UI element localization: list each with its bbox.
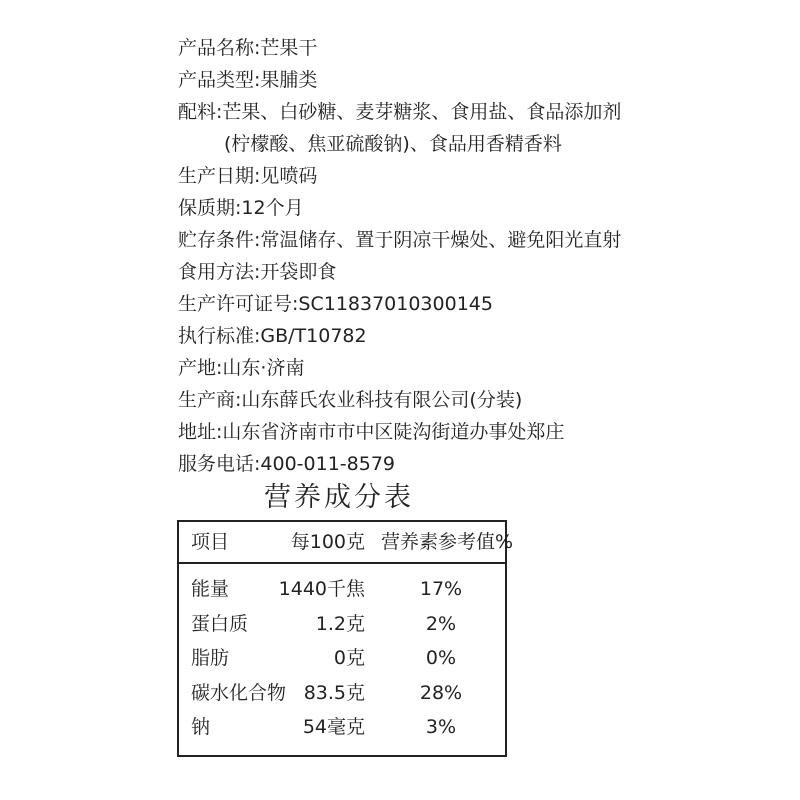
standard-line: 执行标准:GB/T10782 [178,325,367,347]
ingredients-line-continued: (柠檬酸、焦亚硫酸钠)、食品用香精香料 [224,133,562,155]
row-amount: 83.5克 [303,681,365,704]
manufacturer-line: 生产商:山东薛氏农业科技有限公司(分装) [178,389,523,411]
row-nrv: 0% [425,647,457,669]
phone-line: 服务电话:400-011-8579 [178,453,395,475]
origin-line: 产地:山东·济南 [178,357,305,379]
header-per-100g: 每100克 [290,531,365,553]
storage-line: 贮存条件:常温储存、置于阴凉干燥处、避免阳光直射 [178,229,622,251]
product-info [178,32,778,480]
row-amount: 1440千焦 [278,578,365,600]
row-nrv: 17% [419,578,463,600]
nutrition-title: 营养成分表 [264,482,414,513]
usage-line: 食用方法:开袋即食 [178,261,337,283]
row-nrv: 28% [419,681,463,704]
header-nrv: 营养素参考值% [381,531,514,553]
table-row [179,676,505,711]
table-row [179,641,505,676]
product-name-line: 产品名称:芒果干 [178,37,318,59]
ingredients-line: 配料:芒果、白砂糖、麦芽糖浆、食用盐、食品添加剂 [178,101,622,123]
header-item: 项目 [191,531,230,553]
production-date-line: 生产日期:见喷码 [178,165,318,187]
license-line: 生产许可证号:SC11837010300145 [178,293,493,315]
row-item: 钠 [191,716,211,738]
product-type-line: 产品类型:果脯类 [178,69,318,91]
row-amount: 1.2克 [315,612,365,635]
table-row [179,710,505,745]
row-item: 能量 [191,578,230,600]
row-item: 脂肪 [191,647,230,669]
address-line: 地址:山东省济南市市中区陡沟街道办事处郑庄 [178,421,565,443]
row-item: 蛋白质 [191,612,249,635]
nutrition-table-header [179,522,514,564]
row-amount: 0克 [333,647,365,669]
table-row [179,572,505,607]
shelf-life-line: 保质期:12个月 [178,197,304,219]
row-nrv: 3% [425,716,457,738]
table-row [179,607,505,642]
nutrition-table-body [179,572,505,745]
row-item: 碳水化合物 [191,681,287,704]
nutrition-table [177,520,514,757]
row-nrv: 2% [425,612,457,635]
row-amount: 54毫克 [302,716,365,738]
